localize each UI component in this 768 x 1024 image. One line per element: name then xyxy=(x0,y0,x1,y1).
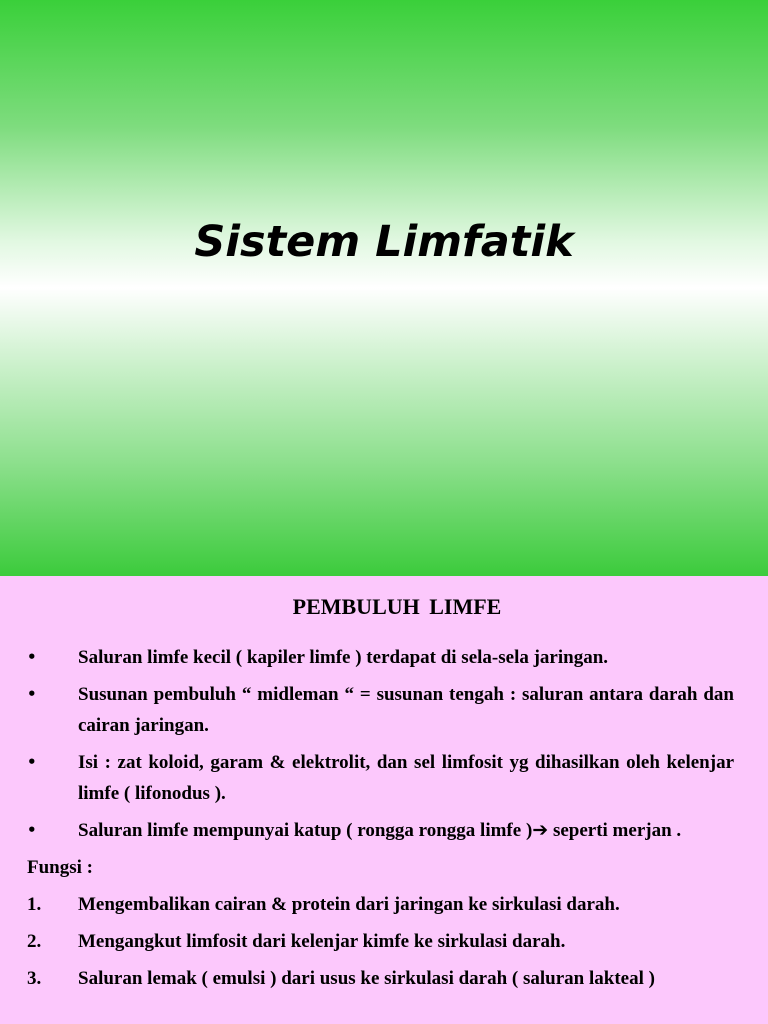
bullet-item xyxy=(0,747,768,809)
bullet-text-after: seperti merjan . xyxy=(548,820,682,841)
item-text: Mengangkut limfosit dari kelenjar kimfe ke sirkulasi darah. xyxy=(78,931,566,952)
bullet-text: Isi : zat koloid, garam & elektrolit, dan sel limfosit yg dihasilkan oleh kelenjar limfe ( lifonodus ). xyxy=(78,752,734,804)
content-slide xyxy=(0,576,768,1024)
bullet-text-before: Saluran limfe mempunyai katup ( rongga rongga limfe ) xyxy=(78,820,533,841)
bullet-item xyxy=(0,679,768,741)
bullet-icon: • xyxy=(27,753,37,771)
slide-body xyxy=(0,642,768,1000)
arrow-right-icon: ➔ xyxy=(532,819,549,841)
item-number: 1. xyxy=(27,894,42,915)
slide-title: Sistem Limfatik xyxy=(194,217,574,267)
bullet-icon: • xyxy=(27,648,37,666)
bullet-text: Saluran limfe kecil ( kapiler limfe ) terdapat di sela-sela jaringan. xyxy=(78,647,609,668)
functions-label: Fungsi : xyxy=(27,857,93,878)
bullet-item xyxy=(0,642,768,673)
bullet-icon: • xyxy=(27,821,37,839)
item-text: Mengembalikan cairan & protein dari jaringan ke sirkulasi darah. xyxy=(78,894,620,915)
item-text: Saluran lemak ( emulsi ) dari usus ke sirkulasi darah ( saluran lakteal ) xyxy=(78,968,655,989)
bullet-icon: • xyxy=(27,685,37,703)
item-number: 3. xyxy=(27,968,42,989)
numbered-item xyxy=(0,926,768,957)
numbered-item xyxy=(0,889,768,920)
bullet-text: Susunan pembuluh “ midleman “ = susunan tengah : saluran antara darah dan cairan jaringan. xyxy=(78,684,734,736)
section-heading: PEMBULUH LIMFE xyxy=(292,594,502,619)
numbered-item xyxy=(0,963,768,994)
bullet-item xyxy=(0,815,768,846)
item-number: 2. xyxy=(27,931,42,952)
bullet-text xyxy=(78,820,681,841)
